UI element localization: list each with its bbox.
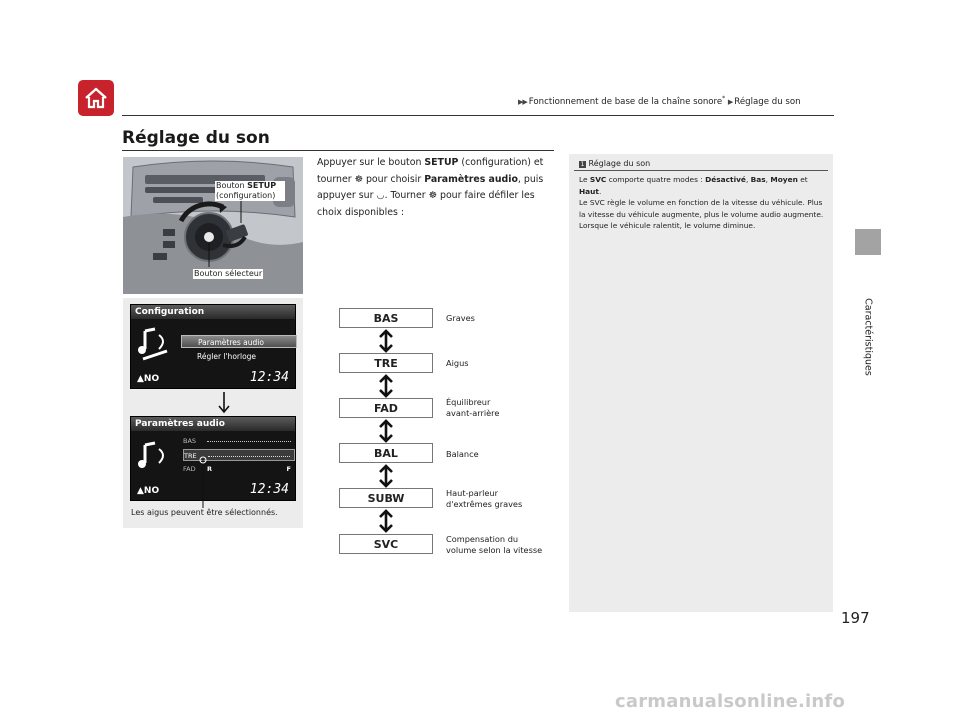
press-knob-icon: ◡	[376, 190, 385, 201]
mode-subw: SUBW	[339, 488, 433, 508]
eq-row-bass[interactable]: BAS	[183, 435, 295, 447]
chapter-tab[interactable]	[855, 229, 881, 255]
note-heading: 1 Réglage du son	[580, 159, 651, 168]
clock-display: 12:34	[249, 482, 289, 497]
note-icon: 1	[580, 161, 585, 168]
note-paragraph-1: Le SVC comporte quatre modes : Désactivé, Bas, Moyen et Haut.	[579, 175, 808, 196]
footnote-star: *	[722, 95, 726, 102]
mode-bas: BAS	[339, 308, 433, 328]
clock-display: 12:34	[249, 370, 289, 385]
mode-tre-desc: Aigus	[446, 358, 469, 368]
arrow-down-icon	[217, 392, 231, 414]
menu-item-clock[interactable]: Régler l'horloge	[197, 352, 257, 361]
mode-svc-desc: Compensation du volume selon la vitesse	[446, 534, 543, 555]
eq-row-fader[interactable]: FAD R F	[183, 465, 291, 473]
mode-fad-desc: Équilibreur avant-arrière	[446, 397, 500, 418]
header-rule	[122, 115, 834, 116]
mode-tre: TRE	[339, 353, 433, 373]
warning-icon: ▲	[137, 374, 144, 384]
menu-item-audio-settings[interactable]: Paramètres audio	[181, 335, 297, 348]
breadcrumb-current: Réglage du son	[734, 96, 801, 107]
home-button[interactable]	[78, 80, 114, 116]
double-arrow-icon	[377, 419, 395, 443]
note-paragraph-2: Le SVC règle le volume en fonction de la vitesse du véhicule. Plus la vitesse du véhicule augmente, plus le volume audio augmente. Lorsque le véhicule ralentit, le volume diminue.	[579, 198, 824, 231]
mode-bas-desc: Graves	[446, 313, 475, 323]
status-no: ▲NO	[137, 374, 160, 384]
eq-row-treble[interactable]: TRE	[183, 449, 295, 461]
rotate-knob-icon: ☸	[354, 173, 363, 185]
mode-bal: BAL	[339, 443, 433, 463]
dashboard-photo	[123, 157, 303, 294]
breadcrumb-link-audio[interactable]: Fonctionnement de base de la chaîne sonore	[528, 96, 723, 107]
intro-paragraph: Appuyer sur le bouton SETUP (configuration) et tourner ☸ pour choisir Paramètres audio, puis appuyer sur ◡. Tourner ☸ pour faire défiler les choix disponibles :	[317, 157, 544, 218]
mode-subw-desc: Haut-parleur d'extrêmes graves	[446, 488, 523, 509]
watermark: carmanualsonline.info	[615, 691, 846, 712]
breadcrumb-arrow-icon: ▶	[727, 97, 733, 106]
breadcrumb-arrow-icon: ▶▶	[518, 97, 527, 106]
title-rule	[122, 150, 554, 151]
callout-line	[198, 456, 208, 512]
note-body	[579, 174, 827, 232]
audio-settings-icon	[137, 441, 173, 471]
audio-settings-screen	[130, 416, 296, 501]
mode-bal-desc: Balance	[446, 449, 479, 459]
screens-caption: Les aigus peuvent être sélectionnés.	[131, 508, 278, 517]
home-icon	[84, 87, 108, 109]
mode-svc: SVC	[339, 534, 433, 554]
configuration-screen	[130, 304, 296, 389]
status-no: ▲NO	[137, 486, 160, 496]
double-arrow-icon	[377, 464, 395, 488]
page-title: Réglage du son	[122, 128, 270, 148]
note-rule	[574, 170, 828, 171]
warning-icon: ▲	[137, 486, 144, 496]
rotate-knob-icon: ☸	[428, 190, 438, 201]
double-arrow-icon	[377, 509, 395, 533]
breadcrumb	[518, 95, 801, 107]
mode-fad: FAD	[339, 398, 433, 418]
display-screens-panel	[123, 298, 303, 528]
chapter-tab-label: Caractéristiques	[862, 298, 874, 376]
screen-title: Paramètres audio	[131, 417, 295, 431]
note-panel	[569, 154, 833, 612]
audio-settings-icon	[137, 325, 177, 365]
double-arrow-icon	[377, 374, 395, 398]
page-number: 197	[841, 609, 870, 627]
selector-knob-label: Bouton sélecteur	[194, 269, 263, 278]
screen-title: Configuration	[131, 305, 295, 319]
double-arrow-icon	[377, 329, 395, 353]
setup-button-label: Bouton SETUP (configuration)	[215, 181, 285, 201]
